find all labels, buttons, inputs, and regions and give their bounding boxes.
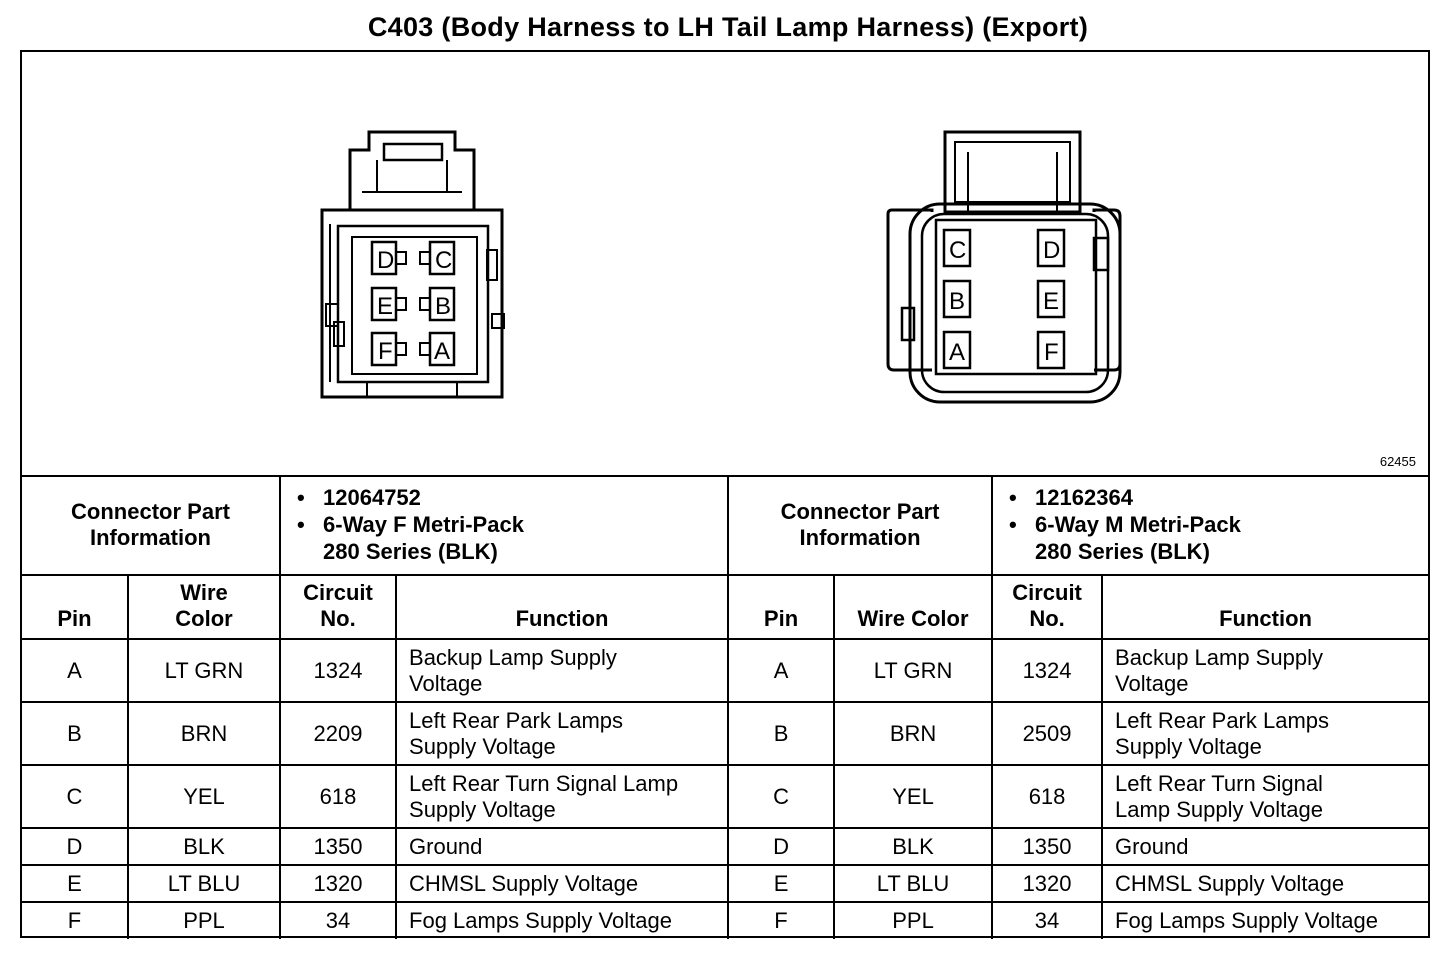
circuit-cell: 618 [992,765,1102,828]
connector-diagram-area [22,52,1428,477]
function-text: Backup Lamp Supply [409,644,617,670]
male-connector-drawing [888,132,1120,402]
wire-color-cell: BRN [834,702,992,765]
function-cell [1102,902,1428,939]
table-row [22,702,1428,765]
function-text: CHMSL Supply Voltage [409,870,639,896]
wire-color-cell: BLK [128,828,280,865]
function-text: CHMSL Supply Voltage [1115,870,1345,896]
function-cell [1102,865,1428,902]
pin-cell: C [22,765,128,828]
function-text: Lamp Supply Voltage [1115,796,1323,822]
wire-color-cell: YEL [834,765,992,828]
circuit-cell: 1350 [280,828,396,865]
wire-color-cell: PPL [834,902,992,939]
female-pin-a-label: A [434,338,451,365]
header-pin-left: Pin [22,575,128,639]
table-row [22,639,1428,702]
female-pin-labels [377,247,452,365]
function-text: Fog Lamps Supply Voltage [409,908,672,933]
right-connector-info-label: Connector Part Information [728,475,992,575]
header-circuit-right: Circuit No. [992,575,1102,639]
pin-cell: B [22,702,128,765]
circuit-cell: 1320 [280,865,396,902]
wire-color-cell: PPL [128,902,280,939]
pin-cell: D [22,828,128,865]
page-title: C403 (Body Harness to LH Tail Lamp Harness) (Export) [367,12,1089,42]
function-text: Supply Voltage [409,733,556,759]
male-pin-labels [949,237,1060,366]
header-wire-color-right: Wire Color [834,575,992,639]
left-part-number: • 12064752 [297,485,421,510]
function-cell [396,702,728,765]
male-pin-a-label: A [949,339,966,366]
function-text: Voltage [409,670,483,696]
connector-drawings [22,52,1428,475]
male-pin-b-label: B [949,288,966,315]
figure-number: 62455 [1379,454,1416,469]
female-pin-d-label: D [377,247,395,274]
header-pin-right: Pin [728,575,834,639]
function-text: Backup Lamp Supply [1115,644,1323,670]
pin-cell: D [728,828,834,865]
wire-color-cell: BLK [834,828,992,865]
pin-cell: A [728,639,834,702]
left-part-series: 280 Series (BLK) [323,539,498,564]
function-text: Left Rear Turn Signal Lamp [409,770,679,796]
function-cell [396,765,728,828]
pin-cell: C [728,765,834,828]
header-circuit-left: Circuit No. [280,575,396,639]
wire-color-cell: LT GRN [834,639,992,702]
function-text: Voltage [1115,670,1189,696]
table-header-row [22,575,1428,639]
table-row [22,902,1428,939]
right-part-number: • 12162364 [1009,485,1133,510]
function-cell [1102,765,1428,828]
pin-cell: B [728,702,834,765]
header-function-right: Function [1102,575,1428,639]
female-connector-drawing [322,132,504,397]
function-text: Left Rear Turn Signal [1115,770,1323,796]
table-row [22,865,1428,902]
pin-cell: A [22,639,128,702]
female-pin-f-label: F [378,338,393,365]
function-text: Ground [1115,833,1189,859]
male-pin-d-label: D [1043,237,1061,264]
circuit-cell: 1320 [992,865,1102,902]
circuit-cell: 34 [280,902,396,939]
header-function-left: Function [396,575,728,639]
circuit-cell: 2509 [992,702,1102,765]
pin-cell: F [22,902,128,939]
circuit-cell: 2209 [280,702,396,765]
right-part-description: • 6-Way M Metri-Pack [1009,512,1241,537]
function-text: Fog Lamps Supply Voltage [1115,908,1378,933]
circuit-cell: 1350 [992,828,1102,865]
function-cell [1102,828,1428,865]
right-part-series: 280 Series (BLK) [1035,539,1210,564]
right-connector-info [992,475,1428,575]
pin-cell: F [728,902,834,939]
function-text: Left Rear Park Lamps [1115,707,1330,733]
female-pin-e-label: E [377,293,394,320]
connector-sheet [20,50,1430,938]
left-connector-info-label: Connector Part Information [22,475,280,575]
wire-color-cell: LT BLU [834,865,992,902]
circuit-cell: 1324 [992,639,1102,702]
wire-color-cell: LT GRN [128,639,280,702]
wire-color-cell: YEL [128,765,280,828]
male-pin-c-label: C [949,237,967,264]
function-cell [396,865,728,902]
circuit-cell: 1324 [280,639,396,702]
left-connector-info [280,475,728,575]
wire-color-cell: LT BLU [128,865,280,902]
function-cell [396,639,728,702]
function-cell [396,828,728,865]
male-pin-f-label: F [1044,339,1059,366]
female-pin-c-label: C [435,247,453,274]
header-wire-color-left: Wire Color [128,575,280,639]
function-cell [396,902,728,939]
pinout-table [22,475,1428,939]
left-part-description: • 6-Way F Metri-Pack [297,512,524,537]
function-cell [1102,639,1428,702]
function-text: Supply Voltage [409,796,556,822]
pin-cell: E [728,865,834,902]
circuit-cell: 618 [280,765,396,828]
table-row [22,765,1428,828]
connector-info-row [22,475,1428,575]
function-cell [1102,702,1428,765]
function-text: Ground [409,833,483,859]
pin-cell: E [22,865,128,902]
function-text: Supply Voltage [1115,733,1262,759]
circuit-cell: 34 [992,902,1102,939]
female-pin-b-label: B [435,293,452,320]
table-row [22,828,1428,865]
wire-color-cell: BRN [128,702,280,765]
function-text: Left Rear Park Lamps [409,707,623,733]
male-pin-e-label: E [1043,288,1060,315]
